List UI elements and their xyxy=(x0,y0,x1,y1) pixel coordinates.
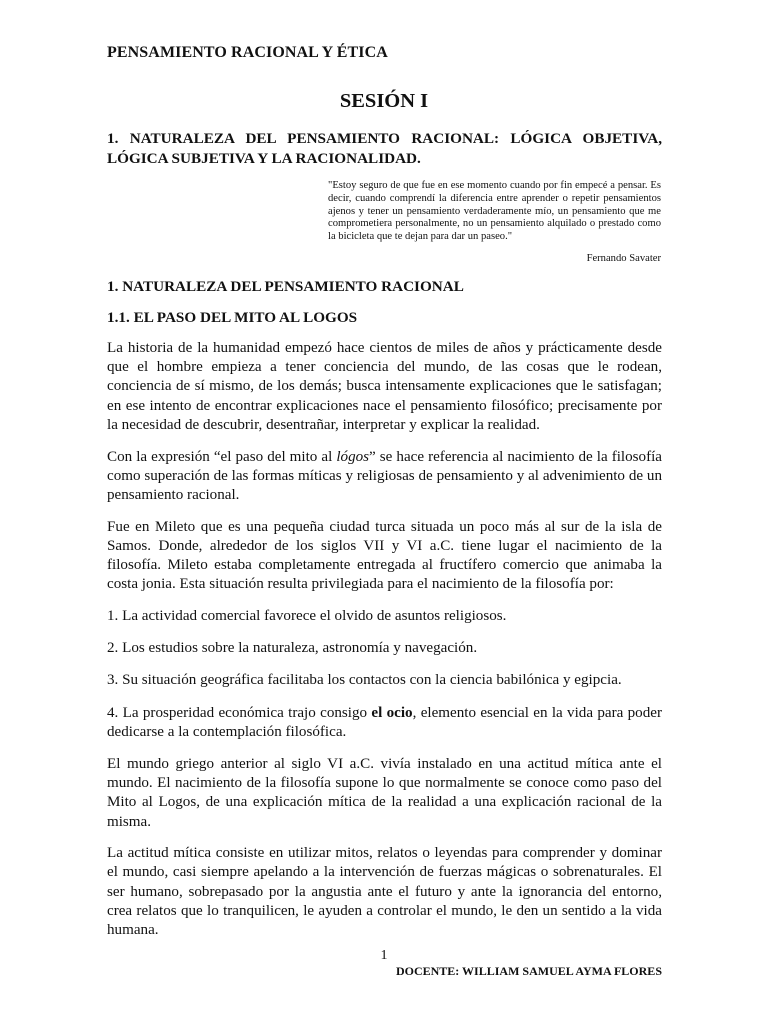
paragraph-mileto: Fue en Mileto que es una pequeña ciudad turca situada un poco más al sur de la isla de Samos. Donde, alrededor de los siglos VII y VI a.C. tiene lugar el nacimiento de la filosofía. Mileto estaba completamente entregada al fructífero comercio que animaba la costa jonia. Esta situación resulta privilegiada para el nacimiento de la filosofía por: xyxy=(107,518,662,593)
body-text xyxy=(107,339,662,953)
paragraph-expression-end: ” se hace referencia al nacimiento de la filosofía como superación de las formas míticas y religiosas de pensamiento y al advenimiento de un pensamiento racional. xyxy=(107,448,662,503)
paragraph-greek-world: El mundo griego anterior al siglo VI a.C. vivía instalado en una actitud mítica ante el mundo. El nacimiento de la filosofía supone lo que normalmente se conoce como paso del Mito al Logos, de una explicación mítica de la realidad a una explicación racional de la misma. xyxy=(107,755,662,830)
page-number: 1 xyxy=(380,948,388,963)
epigraph-author: Fernando Savater xyxy=(586,253,661,264)
list-item xyxy=(107,704,662,742)
main-heading: 1. NATURALEZA DEL PENSAMIENTO RACIONAL: LÓGICA OBJETIVA, LÓGICA SUBJETIVA Y LA RACIONALIDAD. xyxy=(107,130,662,167)
paragraph-expression xyxy=(107,448,662,506)
session-title: SESIÓN I xyxy=(339,90,429,112)
list-item: 1. La actividad comercial favorece el olvido de asuntos religiosos. xyxy=(107,607,507,624)
paragraph-history: La historia de la humanidad empezó hace cientos de miles de años y prácticamente desde que el hombre empieza a tener conciencia del mundo, de las cosas que le rodean, conciencia de sí mismo, de los demás; busca intensamente explicaciones que le satisfagan; en ese intento de encontrar explicaciones nace el pensamiento filosófico; precisamente por la necesidad de descubrir, desentrañar, interpretar y explicar la realidad. xyxy=(107,340,662,433)
logos-term: lógos xyxy=(336,448,370,465)
footer-teacher: DOCENTE: WILLIAM SAMUEL AYMA FLORES xyxy=(395,964,662,978)
paragraph-expression-start: Con la expresión “el paso del mito al xyxy=(107,448,337,465)
subsection-heading: 1.1. EL PASO DEL MITO AL LOGOS xyxy=(107,309,358,326)
list-item-start: 4. La prosperidad económica trajo consigo xyxy=(107,704,372,721)
list-item: 3. Su situación geográfica facilitaba los contactos con la ciencia babilónica y egipcia. xyxy=(107,672,622,689)
list-item-end: , elemento esencial en la vida para poder dedicarse a la contemplación filosófica. xyxy=(107,704,663,740)
ocio-term: el ocio xyxy=(371,704,413,721)
epigraph-quote: "Estoy seguro de que fue en ese momento cuando por fin empecé a pensar. Es decir, cuando comprendí la diferencia entre aprender o repetir pensamientos ajenos y tener un pensamiento verdaderamente mío, un pensamiento que me comprometiera personalmente, no un pensamiento alquilado o prestado como la bicicleta que te dejan para dar un paseo." xyxy=(328,180,661,243)
paragraph-mythic-attitude: La actitud mítica consiste en utilizar mitos, relatos o leyendas para comprender y dominar el mundo, casi siempre apelando a la intervención de fuerzas mágicas o sobrenaturales. El ser humano, sobrepasado por la angustia ante el futuro y ante la ignorancia del entorno, crea relatos que lo tranquilicen, le ayuden a controlar el mundo, le den un sentido a la vida humana. xyxy=(107,845,662,939)
section-heading: 1. NATURALEZA DEL PENSAMIENTO RACIONAL xyxy=(107,278,464,295)
list-item: 2. Los estudios sobre la naturaleza, astronomía y navegación. xyxy=(107,640,478,657)
document-header-title: PENSAMIENTO RACIONAL Y ÉTICA xyxy=(107,44,388,61)
